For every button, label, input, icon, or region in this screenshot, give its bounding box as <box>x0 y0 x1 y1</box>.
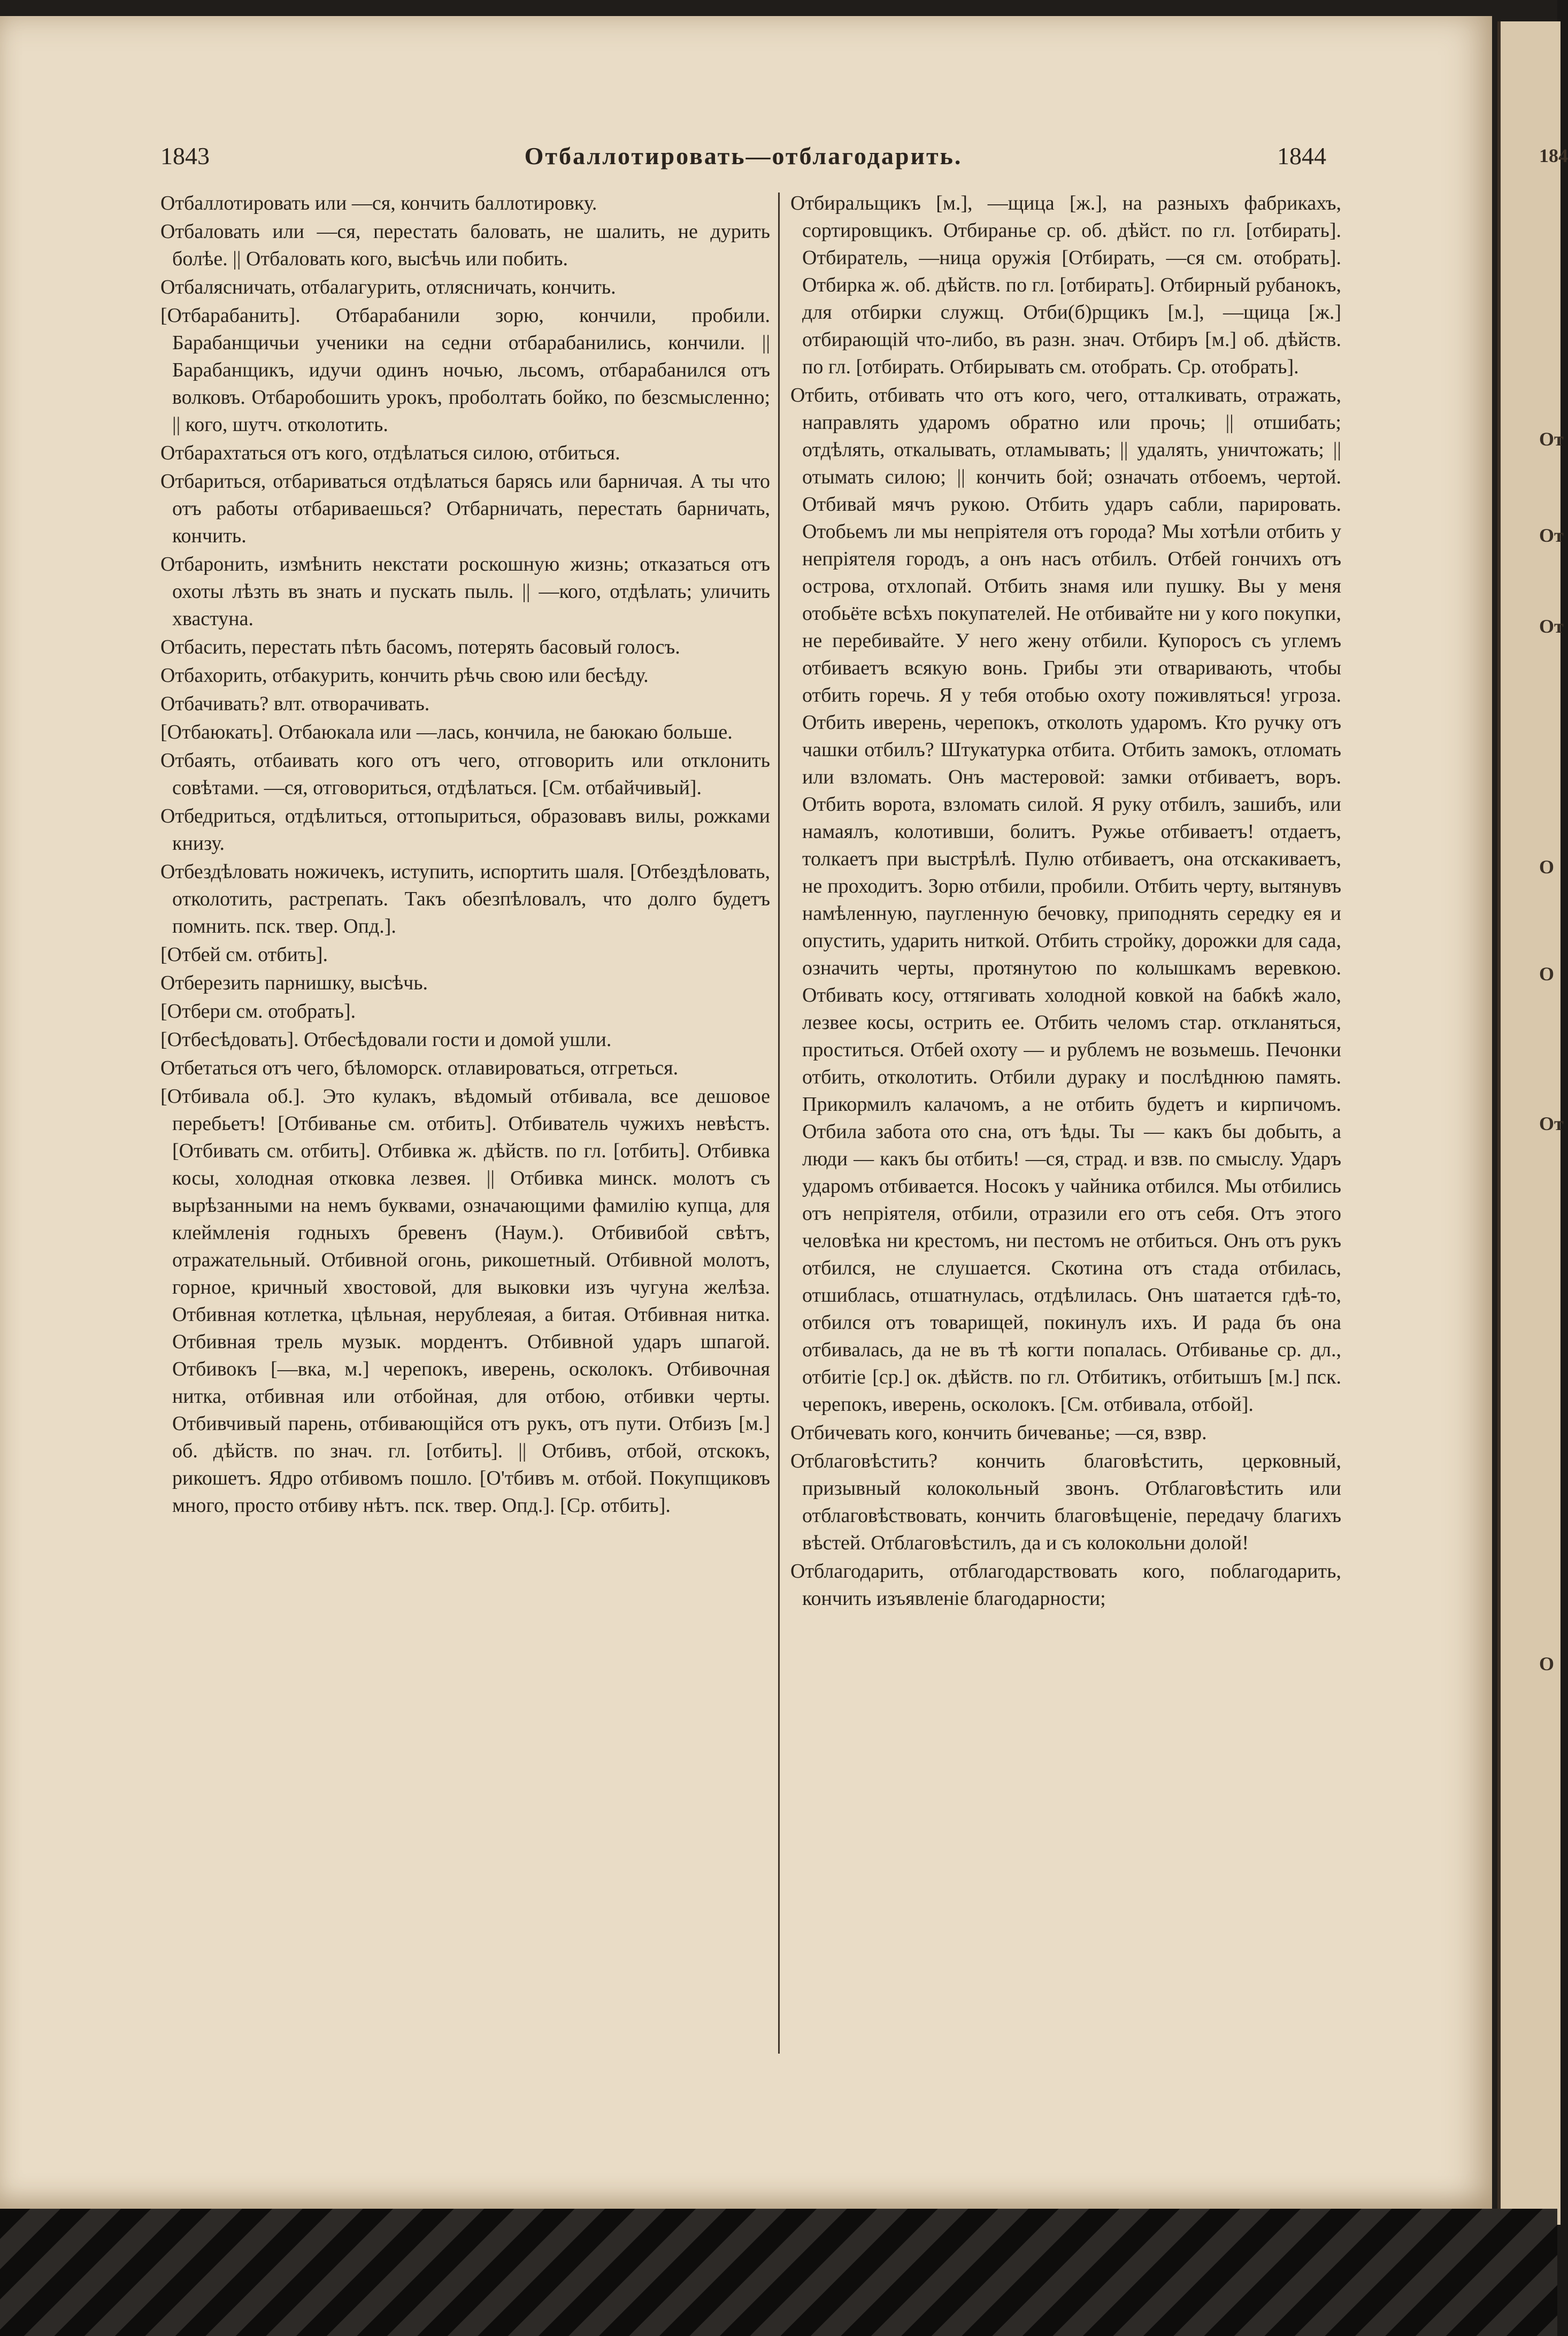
page-title: Отбаллотировать—отблагодарить. <box>524 142 963 170</box>
dictionary-entry: [Отбарабанить]. Отбарабанили зорю, кончили, пробили. Барабанщичьи ученики на седни отбарабанились, кончили. || Барабанщикъ, идучи одинъ ночью, льсомъ, отбарабанился отъ волковъ. Отбаробошить урокъ, пробoлтать бойко, по безсмысленно; || кого, шутч. отколотить. <box>160 304 770 436</box>
dictionary-entry: Отблагодарить, отблагодарствовать кого, поблагодарить, кончить изъявленіе благодарности; <box>790 1560 1341 1610</box>
dictionary-entry: Отберезить парнишку, высѣчь. <box>160 972 428 994</box>
dictionary-entry: Отбить, отбивать что отъ кого, чего, отталкивать, отражать, направлять ударомъ обратно или прочь; || отшибать; отдѣлять, откалывать, отламывать; || удалять, уничтожать; || отымать силою; || кончить бой; означать отбоемъ, чертой. Отбивай мячъ рукою. Отбить ударъ сабли, парировать. Отобьемъ ли мы непріятеля отъ города? Мы хотѣли отбить у непріятеля городъ, а онъ насъ отбилъ. Отбей гончихъ отъ острова, отхлопай. Отбить знамя или пушку. Вы у меня отобьёте всѣхъ покупателей. Не отбивайте ни у кого покупки, не перебивайте. У него жену отбили. Купоросъ съ углемъ отбиваетъ всякую вонь. Грибы эти отваривають, чтобы отбить горечь. Я у тебя отобью охоту поживляться! угроза. Отбить иверень, черепокъ, отколоть ударомъ. Кто ручку отъ чашки отбилъ? Штукатурка отбита. Отбить замокъ, отломать или взломать. Онъ мастеровой: замки отбиваетъ, воръ. Отбить ворота, взломать силой. Я руку отбилъ, зашибъ, или намаялъ, колотивши, болитъ. Ружье отбиваетъ! отдаетъ, толкаетъ при выстрѣлѣ. Пулю отбиваетъ, она отскакиваетъ, не проходитъ. Зорю отбили, пробили. Отбить черту, вытянувъ намѣленную, паугленную бечовку, приподнять середку ея и опустить, ударить ниткой. Отбить стройку, дорожки для сада, означить черты, протянутою по колышкамъ веревкою. Отбивать косу, оттягивать холодной ковкой на бабкѣ жало, лезвее косы, острить ее. Отбить челомъ стар. откланяться, проститься. Отбей охоту — и рублемъ не возьмешь. Печонки отбить, отколотить. Отбили дураку и послѣднюю память. Прикормилъ калачомъ, а не отбить будетъ и кирпичомъ. Отбила забота ото сна, отъ ѣды. Ты — какъ бы добыть, а люди — какъ бы отбить! —ся, страд. и взв. по смыслу. Ударъ ударомъ отбивается. Носокъ у чайника отбился. Мы отбились отъ непріятеля, отбили, отразили его отъ себя. Отъ этого человѣка ни крестомъ, ни пестомъ не отбиться. Онъ отъ рукъ отбился, не слушается. Скотина отъ стада отбилась, отшиблась, отшатнулась, отдѣлилась. Онъ шатается гдѣ-то, отбился отъ товарищей, покинулъ ихъ. И рада бъ она отбивалась, да не въ тѣ когти попалась. Отбиванье ср. дл., отбитіе [ср.] ок. дѣйств. по гл. Отбитикъ, отбитышъ [м.] пск. черепокъ, иверень, осколокъ. [См. отбивала, отбой]. <box>790 384 1341 1416</box>
adjacent-page-fragment: От <box>1539 525 1564 546</box>
right-column <box>790 190 1341 1613</box>
page-number-left: 1843 <box>160 142 210 170</box>
page-number-right: 1844 <box>1277 142 1326 170</box>
dictionary-entry: Отбаронить, измѣнить некстати роскошную жизнь; отказаться отъ охоты лѣзть въ знать и пускать пыль. || —кого, отдѣлать; уличить хвастуна. <box>160 553 770 630</box>
adjacent-page-edge <box>1497 21 1568 2225</box>
dictionary-entry: [Отбери см. отобрать]. <box>160 1000 356 1023</box>
dictionary-entry: Отбачивать? влт. отворачивать. <box>160 693 430 715</box>
scan-background-bottom <box>0 2209 1557 2336</box>
dictionary-entry: [Отбивала об.]. Это кулакъ, вѣдомый отбивала, все дешовое перебьетъ! [Отбиванье см. отбить]. Отбиватель чужихъ невѣстъ. [Отбивать см. отбить]. Отбивка ж. дѣйств. по гл. [отбить]. Отбивка косы, холодная отковка лезвея. || Отбивка минск. молотъ съ вырѣзанными на немъ буквами, означающими фамилію купца, для клеймленія годныхъ бревенъ (Наум.). Отбивибой свѣтъ, отражательный. Отбивной огонь, рикошетный. Отбивной молотъ, горное, кричный хвостовой, для выковки изъ чугуна желѣза. Отбивная котлетка, цѣльная, нерублеяая, а битая. Отбивная нитка. Отбивная трель музык. мордентъ. Отбивной ударъ шпагой. Отбивокъ [—вка, м.] черепокъ, иверень, осколокъ. Отбивочная нитка, отбивная или отбойная, для отбою, отбивки черты. Отбивчивый парень, отбивающійся отъ рукъ, отъ пути. Отбизъ [м.] об. дѣйств. по знач. гл. [отбить]. || Отбивъ, отбой, отскокъ, рикошетъ. Ядро отбивомъ пошло. [О'тбивъ м. отбой. Покупщиковъ много, просто отбиву нѣтъ. пск. твер. Опд.]. [Ср. отбить]. <box>160 1085 770 1517</box>
dictionary-entry: Отбетаться отъ чего, бѣломорск. отлавироваться, отгреться. <box>160 1057 679 1079</box>
dictionary-entry: [Отбесѣдовать]. Отбесѣдовали гости и домой ушли. <box>160 1028 612 1051</box>
dictionary-entry: Отбаять, отбаивать кого отъ чего, отговорить или отклонить совѣтами. —ся, отговориться, отдѣлаться. [См. отбайчивый]. <box>160 749 770 799</box>
dictionary-entry: Отбарахтаться отъ кого, отдѣлаться силою, отбиться. <box>160 442 620 464</box>
adjacent-page-fragment: От <box>1539 428 1564 450</box>
dictionary-entry: Отбасить, перестать пѣть басомъ, потерять басовый голосъ. <box>160 636 680 658</box>
dictionary-entry: Отбахорить, отбакурить, кончить рѣчь свою или бесѣду. <box>160 664 649 687</box>
adjacent-page-number: 184 <box>1539 145 1568 166</box>
adjacent-page-fragment: О <box>1539 1653 1555 1674</box>
dictionary-entry: Отбездѣловать ножичекъ, иступить, испортить шаля. [Отбездѣловать, отколотить, растрепать. Такъ обезпѣловалъ, что долго будетъ помнить. пск. твер. Опд.]. <box>160 860 770 938</box>
dictionary-entry: Отбаллотировать или —ся, кончить баллотировку. <box>160 192 597 214</box>
running-header <box>160 142 1326 179</box>
left-column <box>160 190 770 1520</box>
adjacent-page-fragment: О <box>1539 963 1555 985</box>
adjacent-page-fragment: От <box>1539 616 1564 637</box>
dictionary-entry: Отбаловать или —ся, перестать баловать, не шалить, не дурить болѣе. || Отбаловать кого, высѣчь или побить. <box>160 220 770 270</box>
adjacent-page-fragment: От <box>1539 1113 1564 1134</box>
dictionary-entry: Отбалясничать, отбалагурить, отлясничать, кончить. <box>160 276 616 298</box>
adjacent-page-fragment: О <box>1539 856 1555 878</box>
dictionary-entry: [Отбаюкать]. Отбаюкала или —лась, кончила, не баюкаю больше. <box>160 721 733 743</box>
dictionary-entry: Отбедриться, отдѣлиться, оттопыриться, образовавъ вилы, рожками книзу. <box>160 805 770 855</box>
dictionary-entry: [Отбей см. отбить]. <box>160 943 328 966</box>
dictionary-entry: Отбариться, отбариваться отдѣлаться барясь или барничая. А ты что отъ работы отбариваешься? Отбарничать, перестать барничать, кончить. <box>160 470 770 547</box>
dictionary-entry: Отбичевать кого, кончить бичеванье; —ся, взвр. <box>790 1421 1207 1444</box>
column-divider <box>778 193 780 2054</box>
dictionary-entry: Отблаговѣстить? кончить благовѣстить, церковный, призывный колокольный звонъ. Отблаговѣстить или отблаговѣствовать, кончить благовѣщеніе, передачу благихъ вѣстей. Отблаговѣстилъ, да и съ колокольни долой! <box>790 1450 1341 1554</box>
dictionary-entry: Отбиральщикъ [м.], —щица [ж.], на разныхъ фабрикахъ, сортировщикъ. Отбиранье ср. об. дѣйст. по гл. [отбирать]. Отбиратель, —ница оружія [Отбирать, —ся см. отобрать]. Отбирка ж. об. дѣйств. по гл. [отбирать]. Отбирный рубанокъ, для отбирки служщ. Отби(б)рщикъ [м.], —щица [ж.] отбирающій что-либо, въ разн. знач. Отбиръ [м.] об. дѣйств. по гл. [отбирать. Отбирывать см. отобрать. Ср. отобрать]. <box>790 192 1341 378</box>
